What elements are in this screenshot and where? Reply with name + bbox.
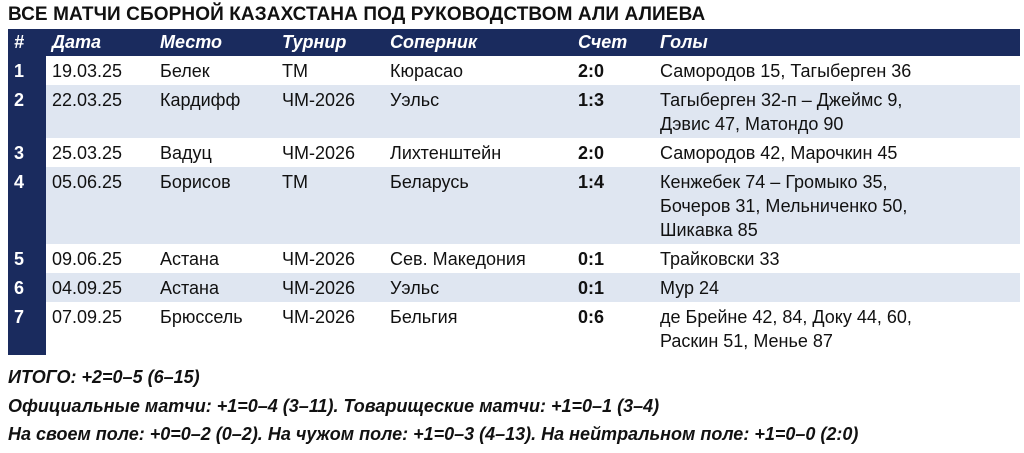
row-number: 2 xyxy=(8,85,46,138)
page-title: ВСЕ МАТЧИ СБОРНОЙ КАЗАХСТАНА ПОД РУКОВОДСТВОМ АЛИ АЛИЕВА xyxy=(8,4,706,25)
match-date: 22.03.25 xyxy=(46,85,154,138)
table-row xyxy=(8,85,1020,138)
match-opponent: Уэльс xyxy=(384,273,572,302)
table-header-row xyxy=(8,29,1020,56)
footer-total: ИТОГО: +2=0–5 (6–15) xyxy=(8,367,200,387)
match-place: Брюссель xyxy=(160,307,243,327)
match-goals xyxy=(654,85,1020,138)
match-place: Кардифф xyxy=(154,85,276,138)
match-date: 25.03.25 xyxy=(52,143,123,163)
match-score: 2:0 xyxy=(578,143,605,163)
row-number: 5 xyxy=(8,244,46,273)
row-number: 1 xyxy=(8,56,46,85)
table-row xyxy=(8,244,1020,273)
match-tournament: ЧМ-2026 xyxy=(282,249,356,269)
header-score: Счет xyxy=(572,29,654,56)
match-score: 0:1 xyxy=(578,249,605,269)
match-date: 07.09.25 xyxy=(52,307,123,327)
goals-line: Бочеров 31, Мельниченко 50, xyxy=(660,196,908,216)
goals-line: Тагыберген 32-п – Джеймс 9, xyxy=(660,90,903,110)
goals-line: Шикавка 85 xyxy=(660,220,758,240)
match-date: 05.06.25 xyxy=(46,167,154,244)
row-number: 7 xyxy=(8,302,46,355)
row-number: 3 xyxy=(8,138,46,167)
table-row xyxy=(8,302,1020,355)
goals-line: де Брейне 42, 84, Доку 44, 60, xyxy=(660,307,912,327)
table-row xyxy=(8,56,1020,85)
match-tournament: ЧМ-2026 xyxy=(276,273,384,302)
header-goals: Голы xyxy=(654,29,1020,56)
header-number: # xyxy=(8,29,46,56)
match-goals xyxy=(654,244,1020,273)
match-score: 1:4 xyxy=(572,167,654,244)
match-tournament: ТМ xyxy=(276,167,384,244)
match-goals xyxy=(654,56,1020,85)
footer-home-away-neutral: На своем поле: +0=0–2 (0–2). На чужом поле: +1=0–3 (4–13). На нейтральном поле: +1=0–0 (2:0) xyxy=(8,424,859,444)
match-goals xyxy=(654,302,1020,355)
match-score: 2:0 xyxy=(578,61,605,81)
match-place: Белек xyxy=(160,61,210,81)
match-place: Астана xyxy=(154,273,276,302)
row-number: 6 xyxy=(8,273,46,302)
match-opponent: Бельгия xyxy=(390,307,458,327)
header-date: Дата xyxy=(46,29,154,56)
goals-line: Трайковски 33 xyxy=(660,249,780,269)
matches-table-container xyxy=(8,29,1020,355)
matches-table xyxy=(8,29,1020,355)
match-tournament: ЧМ-2026 xyxy=(276,85,384,138)
match-goals xyxy=(654,138,1020,167)
match-date: 19.03.25 xyxy=(52,61,123,81)
match-place: Вадуц xyxy=(160,143,212,163)
match-score: 0:1 xyxy=(572,273,654,302)
table-body xyxy=(8,56,1020,355)
goals-line: Самородов 15, Тагыберген 36 xyxy=(660,61,912,81)
match-tournament: ЧМ-2026 xyxy=(282,143,356,163)
header-place: Место xyxy=(154,29,276,56)
table-row xyxy=(8,167,1020,244)
match-opponent: Лихтенштейн xyxy=(390,143,502,163)
match-place: Астана xyxy=(160,249,220,269)
match-place: Борисов xyxy=(154,167,276,244)
table-row xyxy=(8,273,1020,302)
match-tournament: ТМ xyxy=(282,61,308,81)
goals-line: Мур 24 xyxy=(660,278,720,298)
match-opponent: Беларусь xyxy=(384,167,572,244)
header-opponent: Соперник xyxy=(384,29,572,56)
match-opponent: Кюрасао xyxy=(390,61,464,81)
match-date: 09.06.25 xyxy=(52,249,123,269)
match-score: 0:6 xyxy=(578,307,605,327)
goals-line: Раскин 51, Менье 87 xyxy=(660,331,833,351)
match-tournament: ЧМ-2026 xyxy=(282,307,356,327)
match-goals xyxy=(654,167,1020,244)
goals-line: Самородов 42, Марочкин 45 xyxy=(660,143,898,163)
footer-official-friendly: Официальные матчи: +1=0–4 (3–11). Товарищеские матчи: +1=0–1 (3–4) xyxy=(8,396,660,416)
match-date: 04.09.25 xyxy=(46,273,154,302)
header-tournament: Турнир xyxy=(276,29,384,56)
match-opponent: Сев. Македония xyxy=(390,249,526,269)
match-goals xyxy=(654,273,1020,302)
table-row xyxy=(8,138,1020,167)
match-opponent: Уэльс xyxy=(384,85,572,138)
match-score: 1:3 xyxy=(572,85,654,138)
row-number: 4 xyxy=(8,167,46,244)
goals-line: Кенжебек 74 – Громыко 35, xyxy=(660,172,888,192)
goals-line: Дэвис 47, Матондо 90 xyxy=(660,114,844,134)
